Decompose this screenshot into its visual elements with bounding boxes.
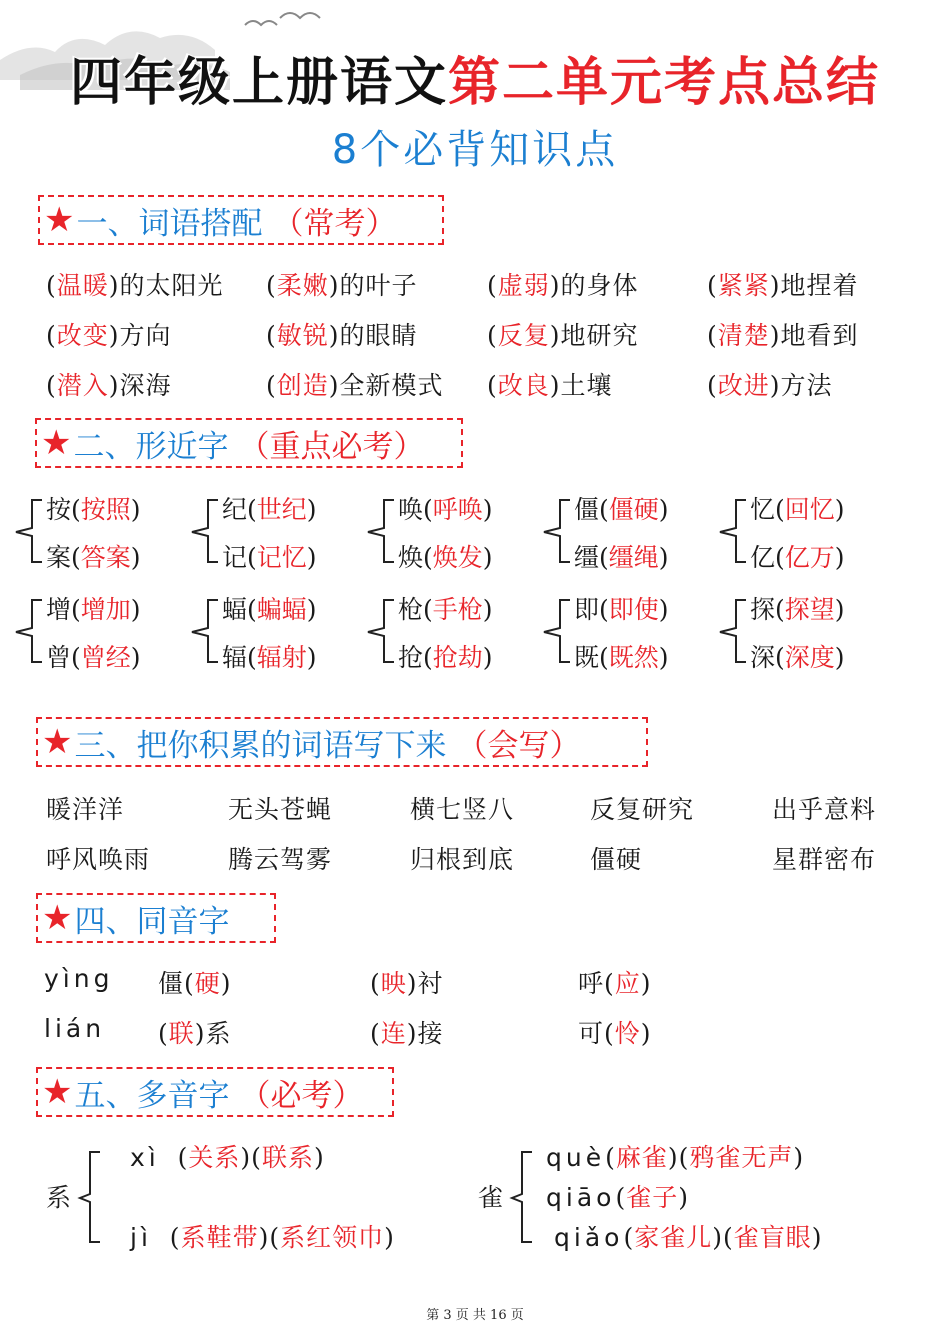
similar-word: 蝙蝠: [256, 595, 307, 624]
similar-char: 枪: [398, 595, 424, 624]
homophone-char: 映: [380, 969, 407, 998]
polyphone-char-que: 雀: [478, 1183, 505, 1212]
star-icon: ★: [41, 423, 72, 463]
section-title: 二、形近字: [73, 428, 229, 465]
similar-char: 辐: [222, 643, 248, 672]
vocab-word: 暖洋洋: [46, 795, 125, 824]
similar-char: 记: [222, 543, 248, 572]
similar-char: 即: [574, 595, 600, 624]
collocation-word: 反复: [497, 321, 550, 350]
similar-char-group: [542, 490, 712, 570]
homophone-char: 连: [380, 1019, 407, 1048]
homophone-char: 联: [168, 1019, 195, 1048]
similar-word: 按照: [80, 495, 131, 524]
brace-icon: [76, 1148, 106, 1248]
similar-word: 僵硬: [608, 495, 659, 524]
similar-word: 记忆: [256, 543, 307, 572]
similar-word: 焕发: [432, 543, 483, 572]
collocation-rest: 方向: [119, 321, 172, 350]
homophone-pre: 可: [578, 1019, 605, 1048]
section-header-collocation: [38, 195, 444, 245]
collocation-word: 紧紧: [717, 271, 770, 300]
similar-char-line: 蝠(蝙蝠): [222, 595, 317, 624]
star-icon: ★: [42, 1072, 73, 1112]
similar-char-group: [542, 590, 712, 670]
pinyin: què: [546, 1143, 606, 1172]
collocation-item: (虚弱)的身体: [487, 271, 639, 300]
similar-char-group: [190, 590, 360, 670]
similar-word: 缰绳: [608, 543, 659, 572]
homophone-item: (连)接: [370, 1019, 444, 1048]
similar-char: 深: [750, 643, 776, 672]
similar-char-line: 缰(缰绳): [574, 543, 669, 572]
similar-char: 按: [46, 495, 72, 524]
similar-char-line: 僵(僵硬): [574, 495, 669, 524]
similar-char-line: 焕(焕发): [398, 543, 493, 572]
brace-icon: [542, 490, 572, 570]
similar-char-line: 即(即使): [574, 595, 669, 624]
collocation-item: (柔嫩)的叶子: [266, 271, 418, 300]
collocation-rest: 地捏着: [780, 271, 859, 300]
section-header-words: [36, 717, 648, 767]
similar-char-group: [14, 590, 184, 670]
similar-char-line: 辐(辐射): [222, 643, 317, 672]
polyphone-char-xi: 系: [46, 1183, 73, 1212]
collocation-word: 潜入: [56, 371, 109, 400]
section-title: 五、多音字: [74, 1077, 230, 1114]
similar-char: 蝠: [222, 595, 248, 624]
similar-word: 即使: [608, 595, 659, 624]
collocation-item: (紧紧)地捏着: [707, 271, 859, 300]
brace-icon: [190, 490, 220, 570]
collocation-rest: 方法: [780, 371, 833, 400]
similar-word: 增加: [80, 595, 131, 624]
polyphone-reading-line: qiǎo(家雀儿)(雀盲眼): [554, 1223, 823, 1252]
collocation-item: (反复)地研究: [487, 321, 639, 350]
example-word: 系红领巾: [280, 1223, 385, 1252]
homophone-post: 接: [417, 1019, 444, 1048]
similar-char-line: 按(按照): [46, 495, 141, 524]
vocab-word: 横七竖八: [410, 795, 515, 824]
section-title: 四、同音字: [74, 903, 230, 940]
polyphone-reading-line: què(麻雀)(鸦雀无声): [546, 1143, 805, 1172]
similar-char: 忆: [750, 495, 776, 524]
polyphone-reading-line: xì (关系)(联系): [130, 1143, 325, 1172]
collocation-item: (敏锐)的眼睛: [266, 321, 418, 350]
similar-char: 探: [750, 595, 776, 624]
star-icon: ★: [44, 200, 75, 240]
page-subtitle: 8个必背知识点: [331, 127, 619, 173]
collocation-word: 虚弱: [497, 271, 550, 300]
similar-word: 答案: [80, 543, 131, 572]
similar-word: 手枪: [432, 595, 483, 624]
similar-char: 焕: [398, 543, 424, 572]
homophone-pre: 呼: [578, 969, 605, 998]
similar-char-line: 案(答案): [46, 543, 141, 572]
homophone-char: 硬: [194, 969, 221, 998]
collocation-rest: 的太阳光: [119, 271, 224, 300]
example-word: 雀盲眼: [733, 1223, 812, 1252]
vocab-word: 出乎意料: [772, 795, 877, 824]
homophone-item: (映)衬: [370, 969, 444, 998]
section-title: 三、把你积累的词语写下来: [74, 727, 447, 764]
similar-char: 缰: [574, 543, 600, 572]
similar-char-line: 探(探望): [750, 595, 845, 624]
collocation-item: (创造)全新模式: [266, 371, 444, 400]
example-word: 麻雀: [615, 1143, 668, 1172]
similar-char-line: 增(增加): [46, 595, 141, 624]
similar-word: 世纪: [256, 495, 307, 524]
vocab-word: 呼风唤雨: [46, 845, 151, 874]
section-tag: （常考）: [272, 205, 397, 242]
example-word: 雀子: [626, 1183, 679, 1212]
homophone-char: 怜: [614, 1019, 641, 1048]
similar-word: 探望: [784, 595, 835, 624]
section-header-homophones: [36, 893, 276, 943]
example-word: 联系: [261, 1143, 314, 1172]
homophone-pre: 僵: [158, 969, 185, 998]
homophone-pinyin: yìng: [44, 964, 114, 993]
similar-char: 亿: [750, 543, 776, 572]
star-icon: ★: [42, 722, 73, 762]
similar-char-line: 忆(回忆): [750, 495, 845, 524]
vocab-word: 归根到底: [410, 845, 515, 874]
homophone-post: 系: [205, 1019, 232, 1048]
collocation-rest: 土壤: [560, 371, 613, 400]
collocation-item: (改进)方法: [707, 371, 833, 400]
collocation-rest: 的眼睛: [339, 321, 418, 350]
section-tag: （必考）: [239, 1077, 364, 1114]
brace-icon: [718, 490, 748, 570]
section-tag: （重点必考）: [238, 428, 425, 465]
vocab-word: 无头苍蝇: [228, 795, 333, 824]
similar-char-group: [14, 490, 184, 570]
example-word: 系鞋带: [180, 1223, 259, 1252]
collocation-word: 敏锐: [276, 321, 329, 350]
similar-char: 纪: [222, 495, 248, 524]
brace-icon: [14, 590, 44, 670]
homophone-item: 僵(硬): [158, 969, 232, 998]
brace-icon: [542, 590, 572, 670]
similar-char-group: [190, 490, 360, 570]
brace-icon: [366, 590, 396, 670]
collocation-word: 清楚: [717, 321, 770, 350]
brace-icon: [508, 1148, 538, 1248]
pinyin: xì: [130, 1143, 160, 1172]
collocation-rest: 地看到: [780, 321, 859, 350]
collocation-rest: 的叶子: [339, 271, 418, 300]
vocab-word: 星群密布: [772, 845, 877, 874]
vocab-word: 僵硬: [590, 845, 643, 874]
polyphone-reading-line: qiāo(雀子): [546, 1183, 689, 1212]
collocation-item: (温暖)的太阳光: [46, 271, 224, 300]
similar-word: 既然: [608, 643, 659, 672]
homophone-pinyin: lián: [44, 1014, 106, 1043]
collocation-item: (改良)土壤: [487, 371, 613, 400]
collocation-rest: 的身体: [560, 271, 639, 300]
homophone-item: (联)系: [158, 1019, 232, 1048]
title-red: 第二单元考点总结: [448, 53, 881, 113]
collocation-word: 改变: [56, 321, 109, 350]
example-word: 关系: [188, 1143, 241, 1172]
pinyin: qiǎo: [554, 1223, 624, 1252]
page-title: [0, 40, 950, 115]
example-word: 鸦雀无声: [689, 1143, 794, 1172]
vocab-word: 腾云驾雾: [228, 845, 333, 874]
similar-char-line: 枪(手枪): [398, 595, 493, 624]
star-icon: ★: [42, 898, 73, 938]
collocation-item: (改变)方向: [46, 321, 172, 350]
homophone-item: 呼(应): [578, 969, 652, 998]
similar-char-group: [366, 590, 536, 670]
similar-char-line: 曾(曾经): [46, 643, 141, 672]
section-header-polyphones: [36, 1067, 394, 1117]
collocation-item: (潜入)深海: [46, 371, 172, 400]
example-word: 家雀儿: [634, 1223, 713, 1252]
collocation-word: 改良: [497, 371, 550, 400]
similar-word: 深度: [784, 643, 835, 672]
collocation-word: 温暖: [56, 271, 109, 300]
homophone-post: 衬: [417, 969, 444, 998]
section-title: 一、词语搭配: [76, 205, 263, 242]
similar-char: 曾: [46, 643, 72, 672]
similar-char-group: [718, 590, 888, 670]
collocation-item: (清楚)地看到: [707, 321, 859, 350]
title-black: 四年级上册语文: [69, 53, 448, 113]
collocation-word: 柔嫩: [276, 271, 329, 300]
polyphone-reading-line: jì (系鞋带)(系红领巾): [130, 1223, 395, 1252]
similar-char-group: [366, 490, 536, 570]
brace-icon: [14, 490, 44, 570]
similar-word: 抢劫: [432, 643, 483, 672]
similar-char-line: 记(记忆): [222, 543, 317, 572]
similar-char-group: [718, 490, 888, 570]
collocation-rest: 地研究: [560, 321, 639, 350]
similar-char: 增: [46, 595, 72, 624]
brace-icon: [718, 590, 748, 670]
similar-char: 抢: [398, 643, 424, 672]
similar-char-line: 深(深度): [750, 643, 845, 672]
similar-char: 唤: [398, 495, 424, 524]
section-header-similar-chars: [35, 418, 463, 468]
section-tag: （会写）: [456, 727, 581, 764]
similar-char-line: 唤(呼唤): [398, 495, 493, 524]
similar-word: 亿万: [784, 543, 835, 572]
similar-word: 曾经: [80, 643, 131, 672]
similar-char-line: 纪(世纪): [222, 495, 317, 524]
vocab-word: 反复研究: [590, 795, 695, 824]
pinyin: qiāo: [546, 1183, 616, 1212]
collocation-word: 创造: [276, 371, 329, 400]
page-footer: 第 3 页 共 16 页: [426, 1308, 524, 1323]
similar-char-line: 亿(亿万): [750, 543, 845, 572]
similar-char-line: 既(既然): [574, 643, 669, 672]
homophone-item: 可(怜): [578, 1019, 652, 1048]
collocation-rest: 深海: [119, 371, 172, 400]
similar-char: 既: [574, 643, 600, 672]
similar-char: 案: [46, 543, 72, 572]
collocation-word: 改进: [717, 371, 770, 400]
similar-word: 辐射: [256, 643, 307, 672]
similar-char-line: 抢(抢劫): [398, 643, 493, 672]
similar-char: 僵: [574, 495, 600, 524]
collocation-rest: 全新模式: [339, 371, 444, 400]
pinyin: jì: [130, 1223, 152, 1252]
brace-icon: [190, 590, 220, 670]
similar-word: 呼唤: [432, 495, 483, 524]
brace-icon: [366, 490, 396, 570]
similar-word: 回忆: [784, 495, 835, 524]
homophone-char: 应: [614, 969, 641, 998]
